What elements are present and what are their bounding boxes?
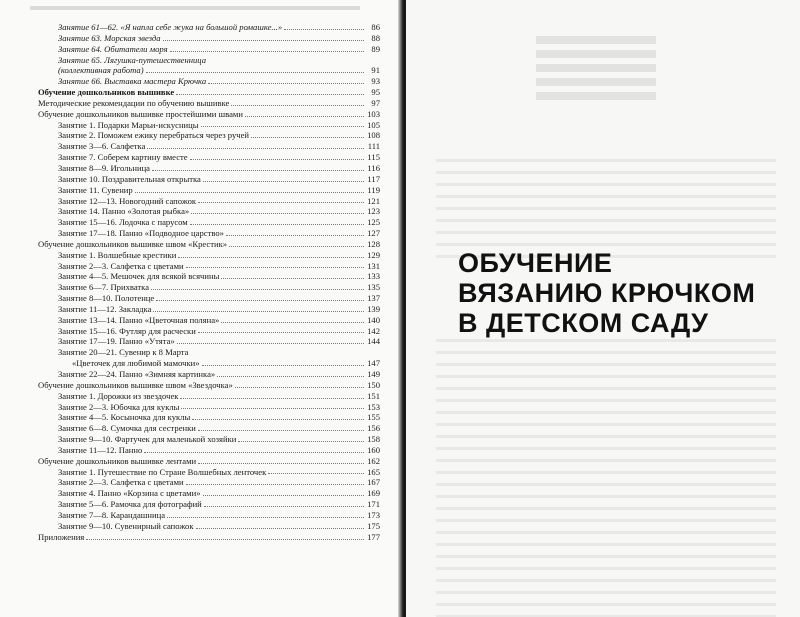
toc-entry: [0, 315, 380, 326]
toc-leader-dots: [203, 174, 364, 182]
toc-entry: [0, 456, 380, 467]
toc-entry-title: Занятие 2. Поможем ежику перебраться через ручей: [58, 130, 250, 141]
toc-leader-dots: [146, 65, 364, 73]
toc-page-number: 119: [367, 184, 380, 195]
toc-leader-dots: [163, 33, 364, 41]
toc-page-number: 103: [367, 108, 380, 119]
toc-entry: [0, 33, 380, 44]
toc-page-number: 93: [371, 76, 380, 87]
toc-leader-dots: [198, 326, 364, 334]
toc-entry-title: «Цветочек для любимой мамочки»: [72, 358, 200, 369]
toc-entry-title: Обучение дошкольников вышивке простейшими швами: [38, 108, 243, 119]
toc-entry: [0, 44, 380, 55]
toc-entry: [0, 76, 380, 87]
toc-leader-dots: [177, 336, 364, 344]
toc-page-number: 129: [367, 249, 380, 260]
toc-leader-dots: [198, 423, 364, 431]
toc-entry: [0, 163, 380, 174]
toc-entry-title: Занятие 17—19. Панно «Утята»: [58, 336, 175, 347]
toc-entry: [0, 391, 380, 402]
toc-entry: [0, 521, 380, 532]
toc-page-number: 116: [367, 162, 380, 173]
toc-page-number: 150: [367, 379, 380, 390]
toc-entry: [0, 130, 380, 141]
toc-leader-dots: [221, 315, 364, 323]
toc-leader-dots: [217, 369, 364, 377]
toc-page-number: 147: [367, 358, 380, 369]
toc-entry-title: Занятие 6—8. Сумочка для сестренки: [58, 423, 196, 434]
toc-entry: [0, 488, 380, 499]
toc-entry-title: Занятие 4—5. Косыночка для куклы: [58, 412, 191, 423]
toc-entry-title: Занятие 1. Волшебные крестики: [58, 249, 177, 260]
toc-leader-dots: [176, 87, 364, 95]
bleed-through-heading: [536, 30, 656, 120]
toc-entry-title: Обучение дошкольников вышивке швом «Крестик»: [38, 238, 228, 249]
toc-entry-title: Занятие 15—16. Лодочка с парусом: [58, 217, 188, 228]
toc-entry-title: Занятие 22—24. Панно «Зимняя картинка»: [58, 369, 216, 379]
toc-leader-dots: [196, 521, 364, 529]
toc-entry-title: Обучение дошкольников вышивке лентами: [38, 455, 197, 466]
toc-entry: [0, 141, 380, 152]
toc-page-number: 171: [367, 499, 380, 510]
toc-leader-dots: [284, 22, 364, 30]
toc-entry-title: Занятие 4. Панно «Корзина с цветами»: [58, 488, 201, 499]
toc-entry-title: Занятие 11. Сувенир: [58, 184, 133, 195]
toc-leader-dots: [238, 434, 364, 442]
toc-entry: [0, 532, 380, 543]
toc-page-number: 160: [367, 444, 380, 455]
toc-entry: [0, 109, 380, 120]
chapter-title: [458, 248, 798, 338]
toc-page-number: 142: [367, 325, 380, 336]
toc-entry-title: Занятие 2—3. Салфетка с цветами: [58, 260, 184, 271]
toc-page-number: 153: [367, 401, 380, 412]
toc-leader-dots: [186, 261, 364, 269]
toc-entry-title: Занятие 15—16. Футляр для расчески: [58, 325, 196, 336]
toc-entry: [0, 326, 380, 337]
toc-entry-title: Занятие 14. Панно «Золотая рыбка»: [58, 206, 190, 217]
toc-entry: [0, 477, 380, 488]
toc-page-number: 117: [367, 173, 380, 184]
toc-page-number: 105: [367, 119, 380, 130]
header-rule: [30, 6, 360, 10]
toc-entry: [0, 250, 380, 261]
chapter-title-line: В ДЕТСКОМ САДУ: [458, 308, 709, 338]
table-of-contents: [0, 22, 380, 543]
toc-entry-title: Занятие 11—12. Панно: [58, 444, 143, 455]
toc-page-number: 173: [367, 509, 380, 520]
toc-page-number: 95: [371, 87, 380, 98]
toc-entry-title: Занятие 10. Поздравительная открытка: [58, 173, 201, 184]
toc-leader-dots: [268, 467, 364, 475]
toc-leader-dots: [135, 185, 364, 193]
toc-entry: [0, 282, 380, 293]
toc-leader-dots: [231, 98, 364, 106]
chapter-title-line: ОБУЧЕНИЕ: [458, 248, 613, 278]
toc-entry-title: Занятие 17—18. Панно «Подводное царство»: [58, 228, 224, 239]
toc-leader-dots: [201, 120, 364, 128]
toc-leader-dots: [147, 141, 364, 149]
toc-entry-title: Приложения: [38, 531, 85, 542]
toc-entry: [0, 293, 380, 304]
toc-entry: [0, 174, 380, 185]
toc-entry: [0, 412, 380, 423]
toc-page-number: 115: [367, 152, 380, 163]
toc-entry: [0, 510, 380, 521]
toc-entry: [0, 152, 380, 163]
toc-leader-dots: [152, 163, 364, 171]
chapter-title-line: ВЯЗАНИЮ КРЮЧКОМ: [458, 278, 756, 308]
toc-entry: [0, 185, 380, 196]
toc-leader-dots: [208, 76, 364, 84]
toc-entry-title: Занятие 2—3. Салфетка с цветами: [58, 477, 184, 488]
toc-page-number: 165: [367, 466, 380, 477]
toc-entry-title: Занятие 5—6. Рамочка для фотографий: [58, 499, 202, 510]
toc-entry: [0, 228, 380, 239]
toc-entry: [0, 217, 380, 228]
toc-page-number: 97: [371, 97, 380, 108]
toc-page-number: 127: [367, 228, 380, 239]
toc-entry-title: Занятие 20—21. Сувенир к 8 Марта: [58, 347, 189, 358]
toc-entry-title: Занятие 9—10. Фартучек для маленькой хозяйки: [58, 434, 237, 445]
toc-leader-dots: [186, 477, 364, 485]
toc-entry: [0, 206, 380, 217]
toc-leader-dots: [153, 304, 364, 312]
toc-page-number: 167: [367, 477, 380, 488]
bleed-through-text-lower: [436, 330, 776, 617]
toc-page-number: 135: [367, 282, 380, 293]
toc-leader-dots: [167, 510, 364, 518]
toc-leader-dots: [198, 196, 364, 204]
toc-entry-title: Занятие 8—10. Полотенце: [58, 293, 155, 304]
toc-leader-dots: [151, 282, 364, 290]
toc-page-number: 169: [367, 488, 380, 499]
toc-leader-dots: [190, 152, 364, 160]
toc-page-number: 175: [367, 520, 380, 531]
toc-leader-dots: [156, 293, 364, 301]
toc-entry-title: Занятие 9—10. Сувенирный сапожок: [58, 520, 194, 531]
toc-entry: [0, 380, 380, 391]
toc-leader-dots: [198, 456, 364, 464]
toc-leader-dots: [180, 391, 364, 399]
toc-entry-title: Занятие 7. Соберем картину вместе: [58, 152, 188, 163]
toc-page-number: 111: [367, 141, 380, 152]
toc-leader-dots: [235, 380, 364, 388]
toc-entry: [0, 358, 380, 369]
toc-leader-dots: [192, 412, 364, 420]
toc-entry: [0, 87, 380, 98]
toc-entry-title: Занятие 12—13. Новогодний сапожок: [58, 195, 197, 206]
toc-entry-title: Занятие 63. Морская звезда: [58, 32, 161, 43]
toc-page-number: 86: [371, 22, 380, 32]
toc-page-number: 89: [371, 43, 380, 54]
toc-entry-title: Обучение дошкольников вышивке: [38, 87, 175, 98]
toc-page-number: 151: [367, 390, 380, 401]
toc-entry-title: Занятие 2—3. Юбочка для куклы: [58, 401, 180, 412]
toc-entry: [0, 304, 380, 315]
toc-page-number: 162: [367, 455, 380, 466]
toc-leader-dots: [226, 228, 364, 236]
toc-leader-dots: [86, 532, 364, 540]
toc-leader-dots: [203, 488, 365, 496]
toc-leader-dots: [251, 130, 364, 138]
toc-page-number: 123: [367, 206, 380, 217]
toc-entry: [0, 239, 380, 250]
toc-entry-title: Занятие 8—9. Игольница: [58, 162, 150, 173]
toc-entry: [0, 65, 380, 76]
toc-page-number: 149: [367, 369, 380, 379]
toc-entry-title: (коллективная работа): [58, 65, 144, 76]
toc-entry: [0, 55, 380, 66]
toc-entry: [0, 434, 380, 445]
toc-page-number: 177: [367, 531, 380, 542]
toc-leader-dots: [229, 239, 364, 247]
toc-page-number: 139: [367, 303, 380, 314]
toc-entry-title: Занятие 65. Лягушка-путешественница: [58, 54, 207, 65]
toc-entry: [0, 369, 380, 380]
toc-leader-dots: [221, 271, 364, 279]
toc-page-number: 156: [367, 423, 380, 434]
toc-leader-dots: [204, 499, 364, 507]
toc-page-number: 158: [367, 434, 380, 445]
toc-entry: [0, 499, 380, 510]
toc-entry-title: Занятие 66. Выставка мастера Крючка: [58, 76, 207, 87]
toc-entry: [0, 271, 380, 282]
toc-entry-title: Методические рекомендации по обучению вышивке: [38, 97, 230, 108]
toc-leader-dots: [191, 206, 364, 214]
toc-page-number: 137: [367, 293, 380, 304]
toc-page-number: 108: [367, 130, 380, 141]
toc-entry: [0, 261, 380, 272]
toc-leader-dots: [178, 250, 364, 258]
toc-entry: [0, 347, 380, 358]
toc-page-number: 128: [367, 238, 380, 249]
toc-leader-dots: [144, 445, 364, 453]
toc-page-number: 91: [371, 65, 380, 76]
toc-page-number: 121: [367, 195, 380, 206]
toc-leader-dots: [181, 402, 364, 410]
toc-entry: [0, 402, 380, 413]
right-page: [406, 0, 800, 617]
toc-page-number: 131: [367, 260, 380, 271]
toc-entry: [0, 445, 380, 456]
toc-entry-title: Занятие 11—12. Закладка: [58, 303, 152, 314]
toc-page-number: 144: [367, 336, 380, 347]
toc-entry: [0, 22, 380, 33]
toc-entry-title: Занятие 1. Дорожки из звездочек: [58, 390, 179, 401]
toc-entry: [0, 98, 380, 109]
toc-leader-dots: [170, 44, 364, 52]
toc-entry: [0, 423, 380, 434]
toc-leader-dots: [245, 109, 364, 117]
toc-entry-title: Занятие 64. Обитатели моря: [58, 43, 168, 54]
toc-entry: [0, 336, 380, 347]
toc-entry-title: Занятие 1. Путешествие по Стране Волшебных ленточек: [58, 466, 267, 477]
toc-page-number: 140: [367, 314, 380, 325]
toc-entry-title: Занятие 7—8. Карандашница: [58, 509, 166, 520]
toc-entry-title: Обучение дошкольников вышивке швом «Звездочка»: [38, 379, 233, 390]
toc-entry-title: Занятие 4—5. Мешочек для всякой всячины: [58, 271, 220, 282]
toc-leader-dots: [202, 358, 364, 366]
toc-entry-title: Занятие 3—6. Салфетка: [58, 141, 146, 152]
toc-entry: [0, 196, 380, 207]
toc-entry-title: Занятие 6—7. Прихватка: [58, 282, 150, 293]
toc-entry-title: Занятие 13—14. Панно «Цветочная поляна»: [58, 314, 220, 325]
toc-entry: [0, 467, 380, 478]
toc-entry-title: Занятие 1. Подарки Марьи-искусницы: [58, 119, 199, 130]
toc-leader-dots: [190, 217, 364, 225]
toc-page-number: 125: [367, 217, 380, 228]
toc-entry: [0, 120, 380, 131]
toc-page-number: 88: [371, 32, 380, 43]
toc-entry-title: Занятие 61—62. «Я напла себе жука на большой ромашке...»: [58, 22, 283, 32]
toc-page-number: 133: [367, 271, 380, 282]
toc-page-number: 155: [367, 412, 380, 423]
